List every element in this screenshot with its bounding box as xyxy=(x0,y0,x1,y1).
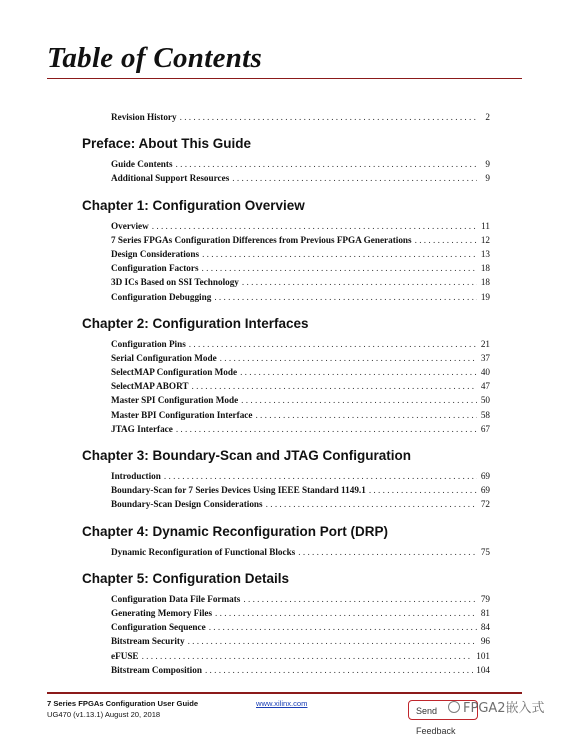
leader-dots xyxy=(232,171,477,185)
leader-dots xyxy=(142,649,474,663)
toc-entry[interactable] xyxy=(111,545,490,559)
entry-label: Bitstream Composition xyxy=(111,664,202,675)
toc-entry[interactable] xyxy=(111,592,490,606)
entry-page-number: 69 xyxy=(480,485,490,496)
footer-rule xyxy=(47,692,522,694)
entry-label: Generating Memory Files xyxy=(111,607,213,618)
entry-label: Revision History xyxy=(111,112,177,122)
toc-entry[interactable] xyxy=(111,422,490,436)
entry-label: Master BPI Configuration Interface xyxy=(111,409,253,420)
entry-page-number: 58 xyxy=(480,409,490,420)
leader-dots xyxy=(152,219,477,233)
toc-entry[interactable] xyxy=(111,290,490,304)
title-rule xyxy=(47,78,522,79)
entry-label: Master SPI Configuration Mode xyxy=(111,395,239,406)
toc-entry[interactable] xyxy=(111,497,490,511)
entry-label: SelectMAP ABORT xyxy=(111,381,189,392)
leader-dots xyxy=(164,469,477,483)
toc-entry[interactable] xyxy=(111,663,490,677)
leader-dots xyxy=(415,233,477,247)
leader-dots xyxy=(192,379,477,393)
toc-section xyxy=(82,196,490,304)
leader-dots xyxy=(266,497,477,511)
toc-section xyxy=(82,522,490,559)
entry-page-number: 75 xyxy=(480,546,490,557)
entry-label: Guide Contents xyxy=(111,159,173,170)
entry-page-number: 67 xyxy=(480,423,490,434)
entry-page-number: 96 xyxy=(480,636,490,647)
toc-entry[interactable] xyxy=(111,365,490,379)
entry-page-number: 9 xyxy=(485,159,490,170)
entry-label: Design Considerations xyxy=(111,248,200,259)
toc-section xyxy=(82,110,490,124)
leader-dots xyxy=(242,275,477,289)
toc-entry[interactable] xyxy=(111,157,490,171)
watermark xyxy=(448,697,545,716)
toc-entry[interactable] xyxy=(111,233,490,247)
entry-label: Overview xyxy=(111,220,149,231)
leader-dots xyxy=(176,422,477,436)
toc-entry[interactable] xyxy=(111,634,490,648)
leader-dots xyxy=(298,545,477,559)
toc-entry[interactable] xyxy=(111,171,490,185)
leader-dots xyxy=(188,634,477,648)
entry-label: Configuration Sequence xyxy=(111,622,206,633)
entry-label: 7 Series FPGAs Configuration Differences from Previous FPGA Generations xyxy=(111,234,412,245)
leader-dots xyxy=(205,663,473,677)
toc-list xyxy=(82,110,490,677)
entry-page-number: 47 xyxy=(480,381,490,392)
section-heading[interactable]: Chapter 5: Configuration Details xyxy=(82,570,290,586)
entry-page-number: 81 xyxy=(480,607,490,618)
entry-page-number: 50 xyxy=(480,395,490,406)
toc-entry[interactable] xyxy=(111,110,490,124)
entry-page-number: 21 xyxy=(480,338,490,349)
leader-dots xyxy=(214,290,477,304)
toc-section xyxy=(82,446,490,512)
leader-dots xyxy=(202,247,477,261)
entry-label: Configuration Data File Formats xyxy=(111,593,241,604)
entry-label: Bitstream Security xyxy=(111,636,185,647)
entry-label: Serial Configuration Mode xyxy=(111,352,217,363)
section-heading[interactable]: Chapter 1: Configuration Overview xyxy=(82,197,305,213)
toc-entry[interactable] xyxy=(111,351,490,365)
entry-page-number: 18 xyxy=(480,263,490,274)
section-heading[interactable]: Chapter 4: Dynamic Reconfiguration Port (DRP) xyxy=(82,523,389,539)
entry-label: Boundary-Scan Design Considerations xyxy=(111,499,263,510)
entry-page-number: 37 xyxy=(480,352,490,363)
toc-entry[interactable] xyxy=(111,219,490,233)
footer-doc-info xyxy=(47,698,198,720)
toc-entry[interactable] xyxy=(111,337,490,351)
entry-page-number: 84 xyxy=(480,622,490,633)
toc-entry[interactable] xyxy=(111,247,490,261)
leader-dots xyxy=(220,351,477,365)
toc-entry[interactable] xyxy=(111,620,490,634)
toc-entry[interactable] xyxy=(111,469,490,483)
leader-dots xyxy=(180,110,477,124)
leader-dots xyxy=(240,365,477,379)
section-heading[interactable]: Chapter 3: Boundary-Scan and JTAG Configuration xyxy=(82,448,412,463)
leader-dots xyxy=(241,393,477,407)
leader-dots xyxy=(215,606,477,620)
entry-label: Configuration Pins xyxy=(111,338,186,349)
entry-page-number: 69 xyxy=(480,471,490,481)
entry-label: Dynamic Reconfiguration of Functional Blocks xyxy=(111,546,296,557)
section-heading[interactable]: Chapter 2: Configuration Interfaces xyxy=(82,315,309,331)
entry-label: Configuration Debugging xyxy=(111,291,212,302)
entry-page-number: 101 xyxy=(476,650,490,661)
toc-entry[interactable] xyxy=(111,606,490,620)
entry-label: Configuration Factors xyxy=(111,263,199,274)
section-heading[interactable]: Preface: About This Guide xyxy=(82,136,252,152)
toc-section xyxy=(82,134,490,185)
toc-entry[interactable] xyxy=(111,408,490,422)
leader-dots xyxy=(176,157,477,171)
entry-page-number: 79 xyxy=(480,593,490,604)
leader-dots xyxy=(369,483,477,497)
toc-title: Table of Contents xyxy=(47,42,263,74)
leader-dots xyxy=(202,261,477,275)
toc-entry[interactable] xyxy=(111,483,490,497)
entry-label: 3D ICs Based on SSI Technology xyxy=(111,277,239,288)
entry-page-number: 2 xyxy=(485,112,490,122)
entry-label: eFUSE xyxy=(111,650,139,661)
toc-section xyxy=(82,569,490,677)
entry-page-number: 11 xyxy=(481,220,490,231)
send-feedback-button[interactable]: Send Feedback xyxy=(408,700,478,720)
footer-doc-id: UG470 (v1.13.1) August 20, 2018 xyxy=(47,710,161,719)
entry-label: Boundary-Scan for 7 Series Devices Using IEEE Standard 1149.1 xyxy=(111,485,366,496)
entry-page-number: 12 xyxy=(480,234,490,245)
entry-label: Introduction xyxy=(111,471,161,481)
leader-dots xyxy=(189,337,477,351)
entry-label: JTAG Interface xyxy=(111,423,173,434)
wechat-icon xyxy=(448,701,460,713)
entry-page-number: 72 xyxy=(480,499,490,510)
leader-dots xyxy=(209,620,477,634)
entry-page-number: 40 xyxy=(480,367,490,378)
leader-dots xyxy=(255,408,477,422)
footer-doc-title: 7 Series FPGAs Configuration User Guide xyxy=(47,699,199,708)
watermark-text: FPGA2嵌入式 xyxy=(463,701,545,716)
entry-page-number: 13 xyxy=(480,248,490,259)
entry-page-number: 104 xyxy=(476,664,490,675)
entry-page-number: 18 xyxy=(480,277,490,288)
toc-entry[interactable] xyxy=(111,261,490,275)
toc-entry[interactable] xyxy=(111,275,490,289)
entry-page-number: 19 xyxy=(480,291,490,302)
entry-page-number: 9 xyxy=(485,173,490,184)
xilinx-link[interactable]: www.xilinx.com xyxy=(256,699,308,708)
entry-label: Additional Support Resources xyxy=(111,173,230,184)
toc-section xyxy=(82,314,490,436)
entry-label: SelectMAP Configuration Mode xyxy=(111,367,238,378)
toc-entry[interactable] xyxy=(111,393,490,407)
leader-dots xyxy=(243,592,477,606)
toc-entry[interactable] xyxy=(111,379,490,393)
toc-entry[interactable] xyxy=(111,649,490,663)
